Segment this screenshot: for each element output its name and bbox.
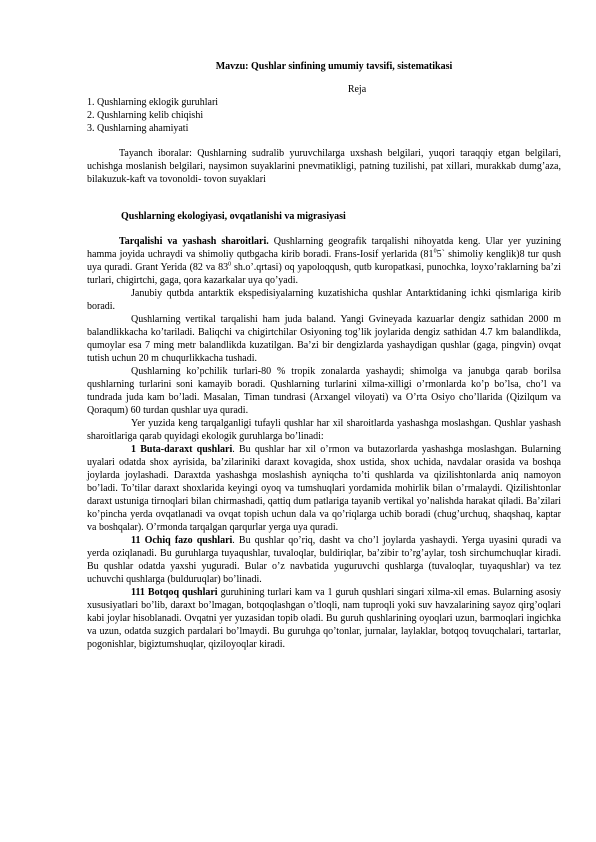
paragraph-antarctic: Janubiy qutbda antarktik ekspedisiyalarning kuzatishicha qushlar Antarktidaning ichki qismlariga kirib boradi.	[87, 288, 561, 312]
plan-label: Reja	[347, 84, 367, 95]
page-title: Mavzu: Qushlar sinfining umumiy tavsifi, sistematikasi	[215, 61, 453, 72]
paragraph-tree-birds: 1 Buta-daraxt qushlari. Bu qushlar har xil o’rmon va butazorlarda yashashga moslashgan. Bularning uyalari odatda shox ayrisida, ba’zilariniki daraxt kovagida, shox ustida, shox uchida, navdalar orasida va boshqa joylarda joylashadi. Daraxtda yashashga moslashish ayniqcha to’ti qushlarda va qizilishtonlarda aniq namoyon bo’ladi. To’tilar daraxt shoxlarida keyingi oyoq va tumshuqlari yordamida mohirlik bilan o’rmalaydi. Qizilishtonlar daraxt ustuniga tirnoqlari bilan chirmashadi, qattiq dum patlariga tayanib vertikal yo’nalishda harakat qiladi. Ba’zilari ko’pincha yerda ovqatlanadi va ovqat topish uchun dala va qo’riqlarga uchib boradi (chug’urchuq, shaqshaq, kaptar va boshqalar). O’rmonda tarqalgan qarqurlar yerga uya quradi.	[87, 444, 562, 533]
paragraph-distribution: Tarqalishi va yashash sharoitlari. Qushlarning geografik tarqalishi nihoyatda keng. Ular yer yuzining hamma joyida uchraydi va shimoliy qutbgacha kirib boradi. Frans-Iosif yerlarida ($81^05`$ shimoliy kenglik)8 tur qush uya quradi. Grant Yerida (82 va $83^0$ sh.o’.qrtasi) oq yapoloqqush, qutb kuropatkasi, punochka, loyxo’raklarning ba’zi turlari, chigirtchi, gaga, qora kazarkalar uya qo’yadi.	[87, 236, 562, 286]
paragraph-lead: 1 Buta-daraxt qushlari	[131, 444, 233, 455]
plan-item: 3. Qushlarning ahamiyati	[87, 123, 189, 134]
paragraph-ecological-groups: Yer yuzida keng tarqalganligi tufayli qushlar har xil sharoitlarda yashashga moslashgan. Qushlar yashash sharoitlariga qarab quyidagi ekologik guruhlarga bo’linadi:	[87, 418, 561, 442]
paragraph-open-space-birds: 11 Ochiq fazo qushlari. Bu qushlar qo’riq, dasht va cho’l joylarda yashaydi. Yerga uyasini quradi va yerda oziqlanadi. Bu guruhlarga tuyaqushlar, tuvaloqlar, buldiriqlar, ba’zibir to’rg’aylar, tosh sirchumchuqlar kiradi. Bu qushlar odatda yaxshi yuguradi. Bular o’z navbatida yuguruvchi qushlarga (tuvaloqlar, tuyaqushlar) va tez uchuvchi qushlarga (bulduruqlar) bo’linadi.	[87, 535, 562, 585]
plan-item: 1. Qushlarning eklogik guruhlari	[87, 97, 219, 108]
paragraph-swamp-birds: 111 Botqoq qushlari guruhining turlari kam va 1 guruh qushlari singari xilma-xil emas. Bularning asosiy xususiyatlari bo’lib, daraxt bo’lmagan, botqoqlashgan o’tloqli, nam tuproqli yoki suv havzalarining sayoz qirg’oqlari kabi joylar hisoblanadi. Ovqatni yer yuzasidan topib oladi. Bu guruh qushlarining oyoqlari uzun, barmoqlari ingichka va uzun, odatda suzgich pardalari bo’lmaydi. Bu guruhga qo’tonlar, jurnalar, laylaklar, botqoq tovuqchalari, tartarlar, pogonishlar, bigiztumshuqlar, qiziloyoqlar kiradi.	[87, 587, 561, 650]
document-body	[87, 60, 561, 651]
section-heading: Qushlarning ekologiyasi, ovqatlanishi va migrasiyasi	[121, 211, 346, 222]
paragraph-lead: 111 Botqoq qushlari	[131, 587, 218, 598]
paragraph-lead: 11 Ochiq fazo qushlari	[131, 535, 233, 546]
paragraph-tropics: Qushlarning ko’pchilik turlari-80 % tropik zonalarda yashaydi; shimolga va janubga qarab borilsa qushlarning turlarini soni kamayib boradi. Qushlarning turlarini xilma-xilligi o’rmonlarda ko’p bo’lsa, cho’l va tundrada juda kam bo’ladi. Masalan, Timan tundrasi (Arxangel viloyati) va O’rta Osiyo cho’llarida (Qizilqum va Qoraqum) 60 turdan qushlar uya quradi.	[87, 366, 561, 416]
plan-list	[87, 96, 561, 135]
paragraph-lead: Tarqalishi va yashash sharoitlari.	[119, 236, 269, 247]
paragraph-vertical: Qushlarning vertikal tarqalishi ham juda baland. Yangi Gvineyada kazuarlar dengiz sathidan 2000 m balandlikkacha ko’tariladi. Baliqchi va chigirtchilar Osiyoning tog’lik joylarida dengiz sathidan 4.7 km balandlikda, qumoylar esa 7 ming metr balandlikda kuzatilgan. Ba’zi bir dengizlarda yashaydigan qushlar (gaga, pingvin) ovqat tutish uchun 20 m chuqurlikkacha tushadi.	[87, 314, 561, 364]
plan-item: 2. Qushlarning kelib chiqishi	[87, 110, 204, 121]
keywords-paragraph: Tayanch iboralar: Qushlarning sudralib yuruvchilarga uxshash belgilari, yuqori taraqqiy etgan belgilari, uchishga moslanish belgilari, naysimon suyaklarini pnevmatikligi, patning tuzilishi, pat xillari, murakkab dumg’aza, bilakuzuk-kaft va tovonoldi- tovon suyaklari	[87, 148, 561, 185]
